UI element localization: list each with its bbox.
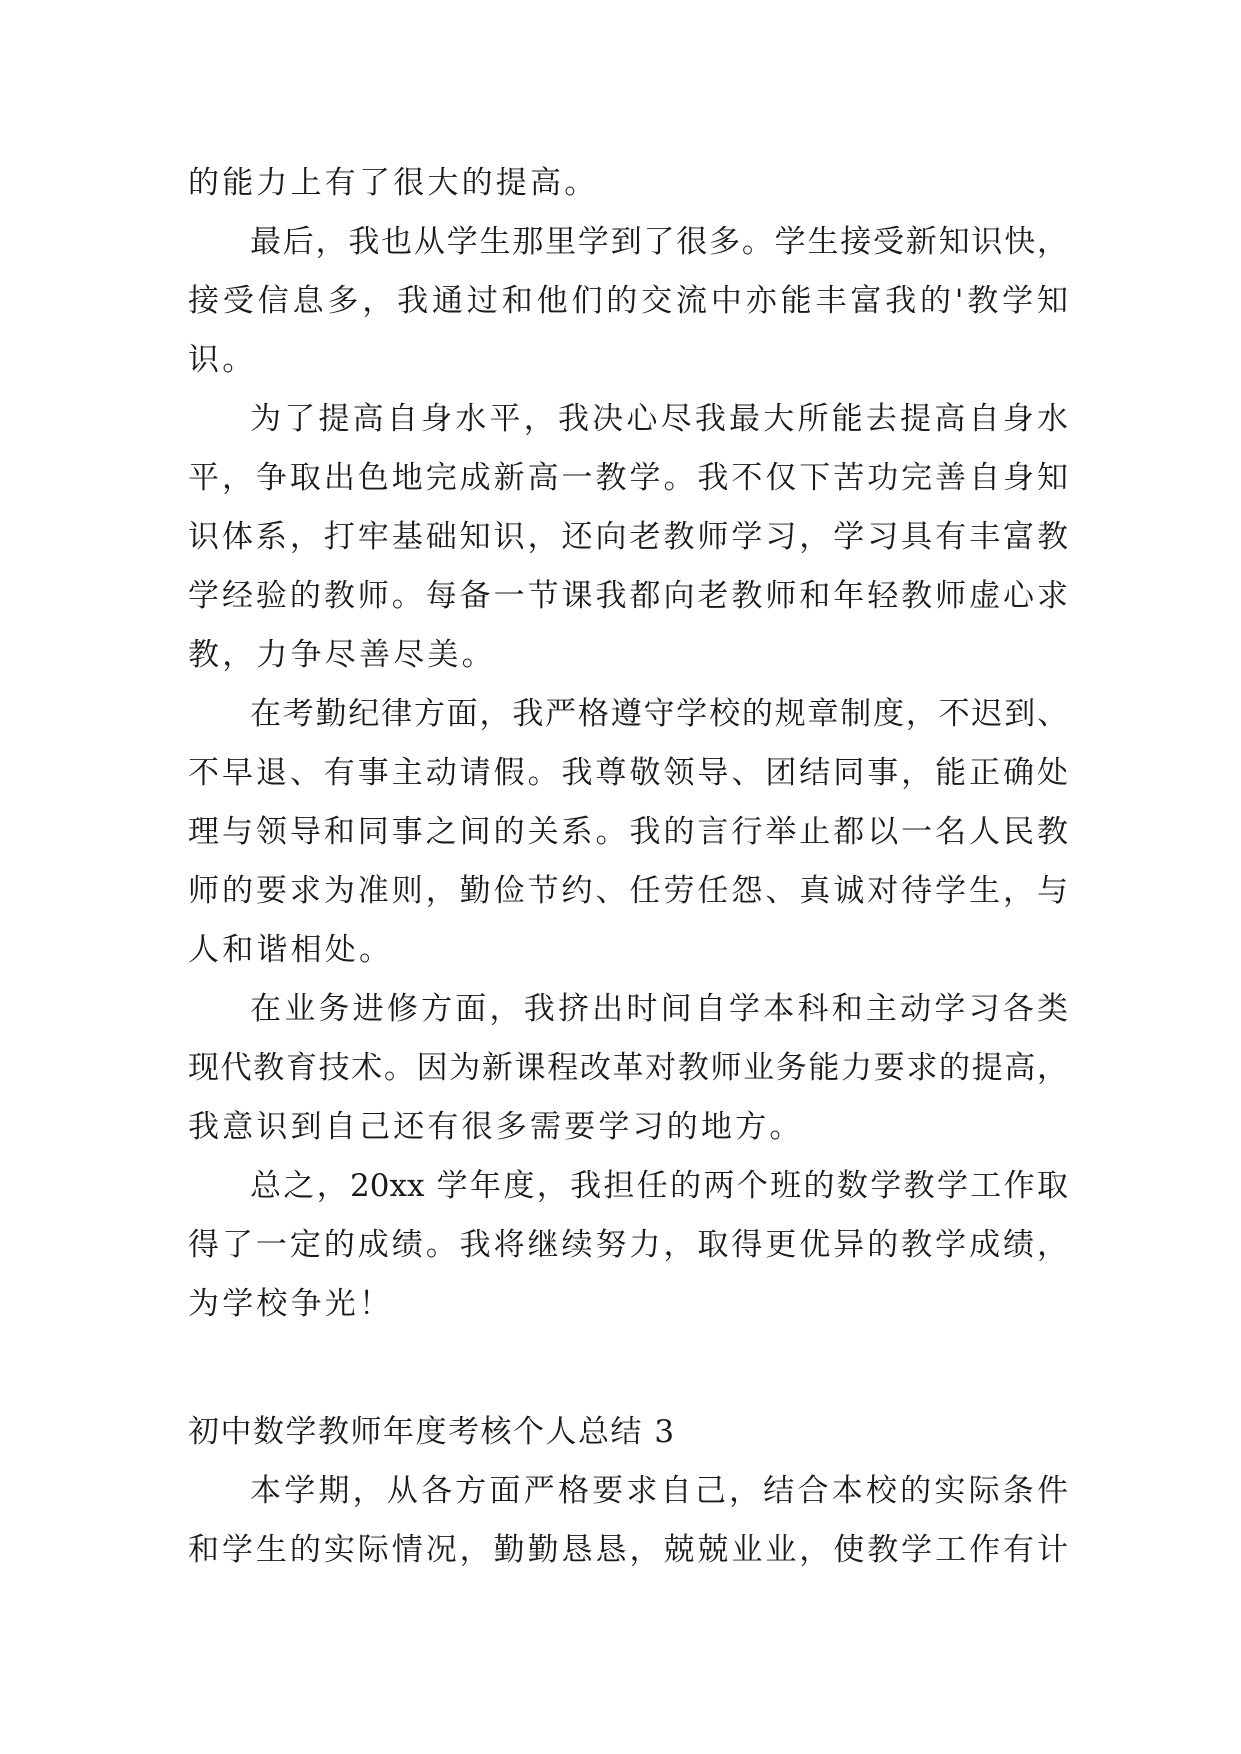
text-line: 最后，我也从学生那里学到了很多。学生接受新知识快， <box>250 224 1068 260</box>
text-line: 为学校争光！ <box>188 1286 394 1322</box>
text-line: 理与领导和同事之间的关系。我的言行举止都以一名人民教 <box>188 814 1068 850</box>
text-line: 人和谐相处。 <box>188 932 394 968</box>
text-line: 学经验的教师。每备一节课我都向老教师和年轻教师虚心求 <box>188 578 1068 614</box>
text-line: 总之，20xx 学年度，我担任的两个班的数学教学工作取 <box>250 1168 1068 1204</box>
text-line: 识体系，打牢基础知识，还向老教师学习，学习具有丰富教 <box>188 519 1068 555</box>
text-line: 为了提高自身水平，我决心尽我最大所能去提高自身水 <box>250 401 1068 437</box>
text-line: 本学期，从各方面严格要求自己，结合本校的实际条件 <box>250 1473 1068 1509</box>
text-line: 平，争取出色地完成新高一教学。我不仅下苦功完善自身知 <box>188 460 1068 496</box>
text-line: 不早退、有事主动请假。我尊敬领导、团结同事，能正确处 <box>188 755 1068 791</box>
text-line: 得了一定的成绩。我将继续努力，取得更优异的教学成绩， <box>188 1227 1068 1263</box>
text-line: 在考勤纪律方面，我严格遵守学校的规章制度，不迟到、 <box>250 696 1068 732</box>
text-line: 和学生的实际情况，勤勤恳恳，兢兢业业，使教学工作有计 <box>188 1532 1068 1568</box>
text-line: 的能力上有了很大的提高。 <box>188 165 599 201</box>
section-spacer <box>188 1334 1068 1403</box>
text-line: 识。 <box>188 342 257 378</box>
text-line: 我意识到自己还有很多需要学习的地方。 <box>188 1109 804 1145</box>
section-heading: 初中数学教师年度考核个人总结 3 <box>188 1414 676 1450</box>
document-page <box>188 154 1068 1580</box>
text-line: 现代教育技术。因为新课程改革对教师业务能力要求的提高， <box>188 1050 1068 1086</box>
text-line: 在业务进修方面，我挤出时间自学本科和主动学习各类 <box>250 991 1068 1027</box>
text-line: 接受信息多，我通过和他们的交流中亦能丰富我的'教学知 <box>188 283 1068 319</box>
text-line: 师的要求为准则，勤俭节约、任劳任怨、真诚对待学生，与 <box>188 873 1068 909</box>
text-line: 教，力争尽善尽美。 <box>188 637 496 673</box>
